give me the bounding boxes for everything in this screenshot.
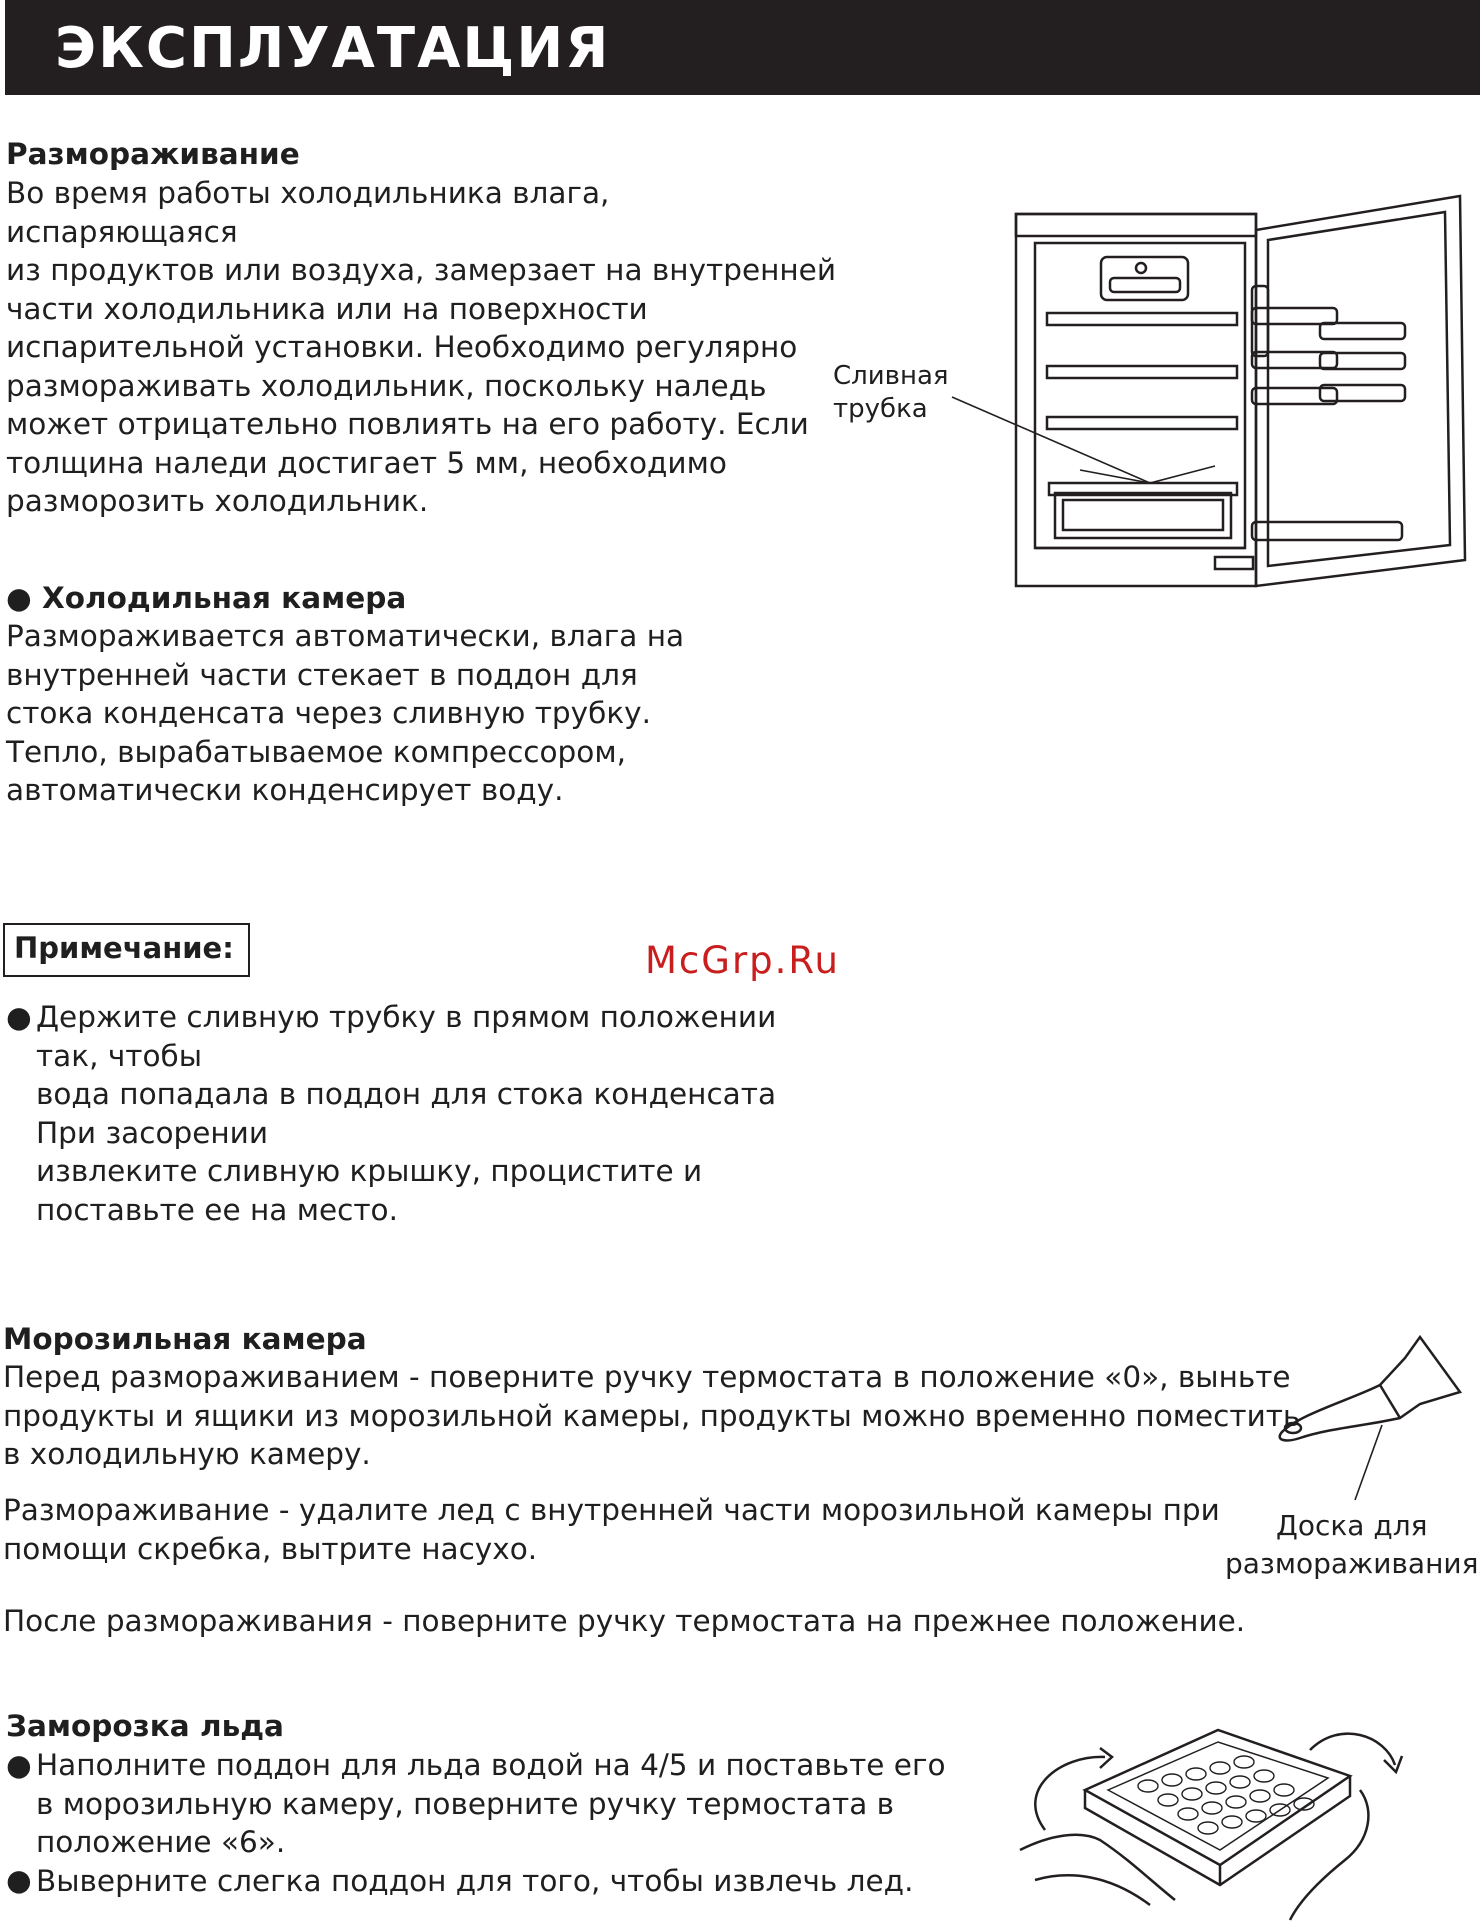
freezer-paragraph-1	[3, 1358, 1300, 1474]
text-line: При засорении	[36, 1115, 268, 1150]
page-title: ЭКСПЛУАТАЦИЯ	[55, 16, 611, 81]
text-line: испаряющаяся	[6, 214, 238, 249]
ice-cell	[1274, 1784, 1294, 1796]
text-line: в холодильную камеру.	[3, 1437, 371, 1471]
ice-cell	[1234, 1756, 1254, 1768]
ice-cell	[1138, 1780, 1158, 1792]
text-line: Размораживание - удалите лед с внутренней части морозильной камеры при	[3, 1493, 1220, 1527]
text-line: испарительной установки. Необходимо регулярно	[6, 330, 798, 364]
label-line: трубка	[833, 394, 928, 424]
label-line: размораживания	[1225, 1547, 1479, 1580]
bullet: ●	[6, 1000, 32, 1034]
drain-tube-label	[833, 360, 949, 426]
text-line: Выверните слегка поддон для того, чтобы извлечь лед.	[36, 1863, 914, 1898]
freezer-paragraph-2	[3, 1491, 1220, 1568]
text-line: После размораживания - поверните ручку термостата на прежнее положение.	[3, 1604, 1246, 1638]
text-line: Перед размораживанием - поверните ручку термостата в положение «0», выньте	[3, 1360, 1291, 1394]
text-line: продукты и ящики из морозильной камеры, продукты можно временно поместить	[3, 1398, 1301, 1433]
ice-cell	[1162, 1774, 1182, 1786]
fridge-chamber-paragraph	[6, 617, 684, 810]
text-line: разморозить холодильник.	[6, 484, 429, 518]
ice-cell	[1210, 1762, 1230, 1774]
text-line: положение «6».	[36, 1825, 286, 1859]
ice-cell	[1206, 1782, 1226, 1794]
label-line: Сливная	[833, 361, 949, 391]
ice-cell	[1230, 1776, 1250, 1788]
text-line: в морозильную камеру, поверните ручку термостата в	[36, 1786, 895, 1821]
text-line: извлеките сливную крышку, процистите и	[36, 1154, 703, 1188]
text-line: толщина наледи достигает 5 мм, необходимо	[6, 445, 727, 480]
ice-cell	[1182, 1788, 1202, 1800]
freezer-heading: Морозильная камера	[3, 1322, 367, 1356]
ice-list	[6, 1746, 946, 1900]
note-list	[6, 998, 776, 1229]
defrost-paragraph	[6, 174, 836, 521]
watermark: McGrp.Ru	[645, 939, 840, 982]
text-line: из продуктов или воздуха, замерзает на внутренней	[6, 253, 837, 287]
fridge-chamber-heading	[6, 579, 406, 617]
bullet: ●	[6, 1863, 32, 1897]
text-line: Наполните поддон для льда водой на 4/5 и поставьте его	[36, 1748, 946, 1782]
label-line: Доска для	[1275, 1509, 1428, 1542]
freezer-paragraph-3	[3, 1602, 1245, 1641]
text-line: автоматически конденсирует воду.	[6, 773, 564, 807]
ice-cell	[1202, 1802, 1222, 1814]
text-line: Размораживается автоматически, влага на	[6, 619, 685, 653]
ice-cell	[1254, 1770, 1274, 1782]
text-line: так, чтобы	[36, 1038, 202, 1073]
text-line: Тепло, вырабатываемое компрессором,	[6, 734, 626, 769]
ice-heading: Заморозка льда	[6, 1709, 284, 1743]
bullet: ●	[6, 581, 32, 615]
ice-cell	[1222, 1816, 1242, 1828]
page-header	[5, 0, 1480, 95]
text-line: помощи скребка, вытрите насухо.	[3, 1531, 538, 1566]
ice-cell	[1226, 1796, 1246, 1808]
text-line: Во время работы холодильника влага,	[6, 176, 610, 210]
text-line: части холодильника или на поверхности	[6, 291, 648, 326]
defrost-heading: Размораживание	[6, 137, 300, 171]
ice-cell	[1186, 1768, 1206, 1780]
ice-cell	[1178, 1808, 1198, 1820]
text-line: поставьте ее на место.	[36, 1192, 398, 1227]
text-line: стока конденсата через сливную трубку.	[6, 696, 651, 730]
ice-cell	[1158, 1794, 1178, 1806]
text-line: размораживать холодильник, поскольку наледь	[6, 368, 767, 403]
note-box	[3, 923, 250, 977]
ice-cell	[1250, 1790, 1270, 1802]
text-line: внутренней части стекает в поддон для	[6, 657, 638, 692]
ice-cell	[1198, 1822, 1218, 1834]
text-line: может отрицательно повлиять на его работу. Если	[6, 407, 809, 441]
ice-cell	[1246, 1810, 1266, 1822]
ice-cell	[1294, 1798, 1314, 1810]
note-label: Примечание:	[14, 931, 234, 965]
scraper-label	[1225, 1507, 1478, 1583]
ice-cell	[1270, 1804, 1290, 1816]
text-line: вода попадала в поддон для стока конденсата	[36, 1077, 777, 1111]
bullet: ●	[6, 1748, 32, 1782]
text-line: Держите сливную трубку в прямом положении	[36, 1000, 777, 1034]
fridge-chamber-title: Холодильная камера	[42, 581, 407, 615]
